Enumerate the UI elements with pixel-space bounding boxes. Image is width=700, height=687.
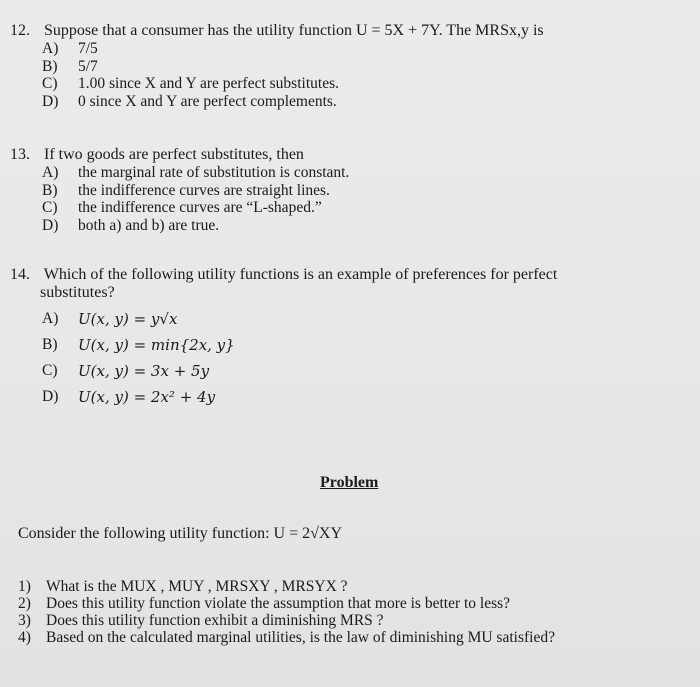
part-3: 3) Does this utility function exhibit a diminishing MRS ? bbox=[18, 612, 384, 629]
options-list bbox=[42, 40, 544, 110]
question-13 bbox=[10, 146, 349, 234]
question-number: 13. bbox=[10, 146, 30, 163]
problem-title: Problem bbox=[320, 474, 379, 491]
option-d: D) both a) and b) are true. bbox=[42, 216, 220, 234]
question-text: If two goods are perfect substitutes, then bbox=[44, 146, 304, 163]
option-a: A) the marginal rate of substitution is constant. bbox=[42, 164, 350, 181]
question-14 bbox=[10, 266, 557, 410]
question-number: 14. bbox=[10, 266, 30, 283]
problem-parts bbox=[18, 578, 555, 646]
question-12 bbox=[10, 22, 544, 110]
option-a: A) 7/5 bbox=[42, 40, 98, 57]
question-text-continued: substitutes? bbox=[40, 284, 115, 301]
option-b: B) 5/7 bbox=[42, 57, 98, 75]
question-number: 12. bbox=[10, 22, 30, 39]
option-c: C) U(x, y) = 3x + 5y bbox=[42, 362, 210, 380]
question-text: Suppose that a consumer has the utility function U = 5X + 7Y. The MRSx,y is bbox=[44, 22, 544, 39]
question-text: Which of the following utility functions is an example of preferences for perfect bbox=[43, 266, 558, 283]
option-b: B) U(x, y) = min{2x, y} bbox=[42, 336, 235, 354]
option-d: D) U(x, y) = 2x² + 4y bbox=[42, 388, 216, 406]
part-2: 2) Does this utility function violate the assumption that more is better to less? bbox=[18, 595, 511, 612]
problem-statement: Consider the following utility function: U = 2√XY bbox=[18, 525, 342, 542]
option-c: C) the indifference curves are “L-shaped.” bbox=[42, 199, 322, 216]
option-c: C) 1.00 since X and Y are perfect substitutes. bbox=[42, 75, 339, 92]
option-b: B) the indifference curves are straight lines. bbox=[42, 181, 330, 199]
options-list bbox=[42, 306, 557, 410]
option-d: D) 0 since X and Y are perfect complements. bbox=[42, 92, 337, 110]
part-4: 4) Based on the calculated marginal utilities, is the law of diminishing MU satisfied? bbox=[18, 629, 555, 646]
option-a: A) U(x, y) = y√x bbox=[42, 310, 178, 328]
part-1: 1) What is the MUX , MUY , MRSXY , MRSYX ? bbox=[18, 578, 348, 595]
options-list bbox=[42, 164, 349, 234]
